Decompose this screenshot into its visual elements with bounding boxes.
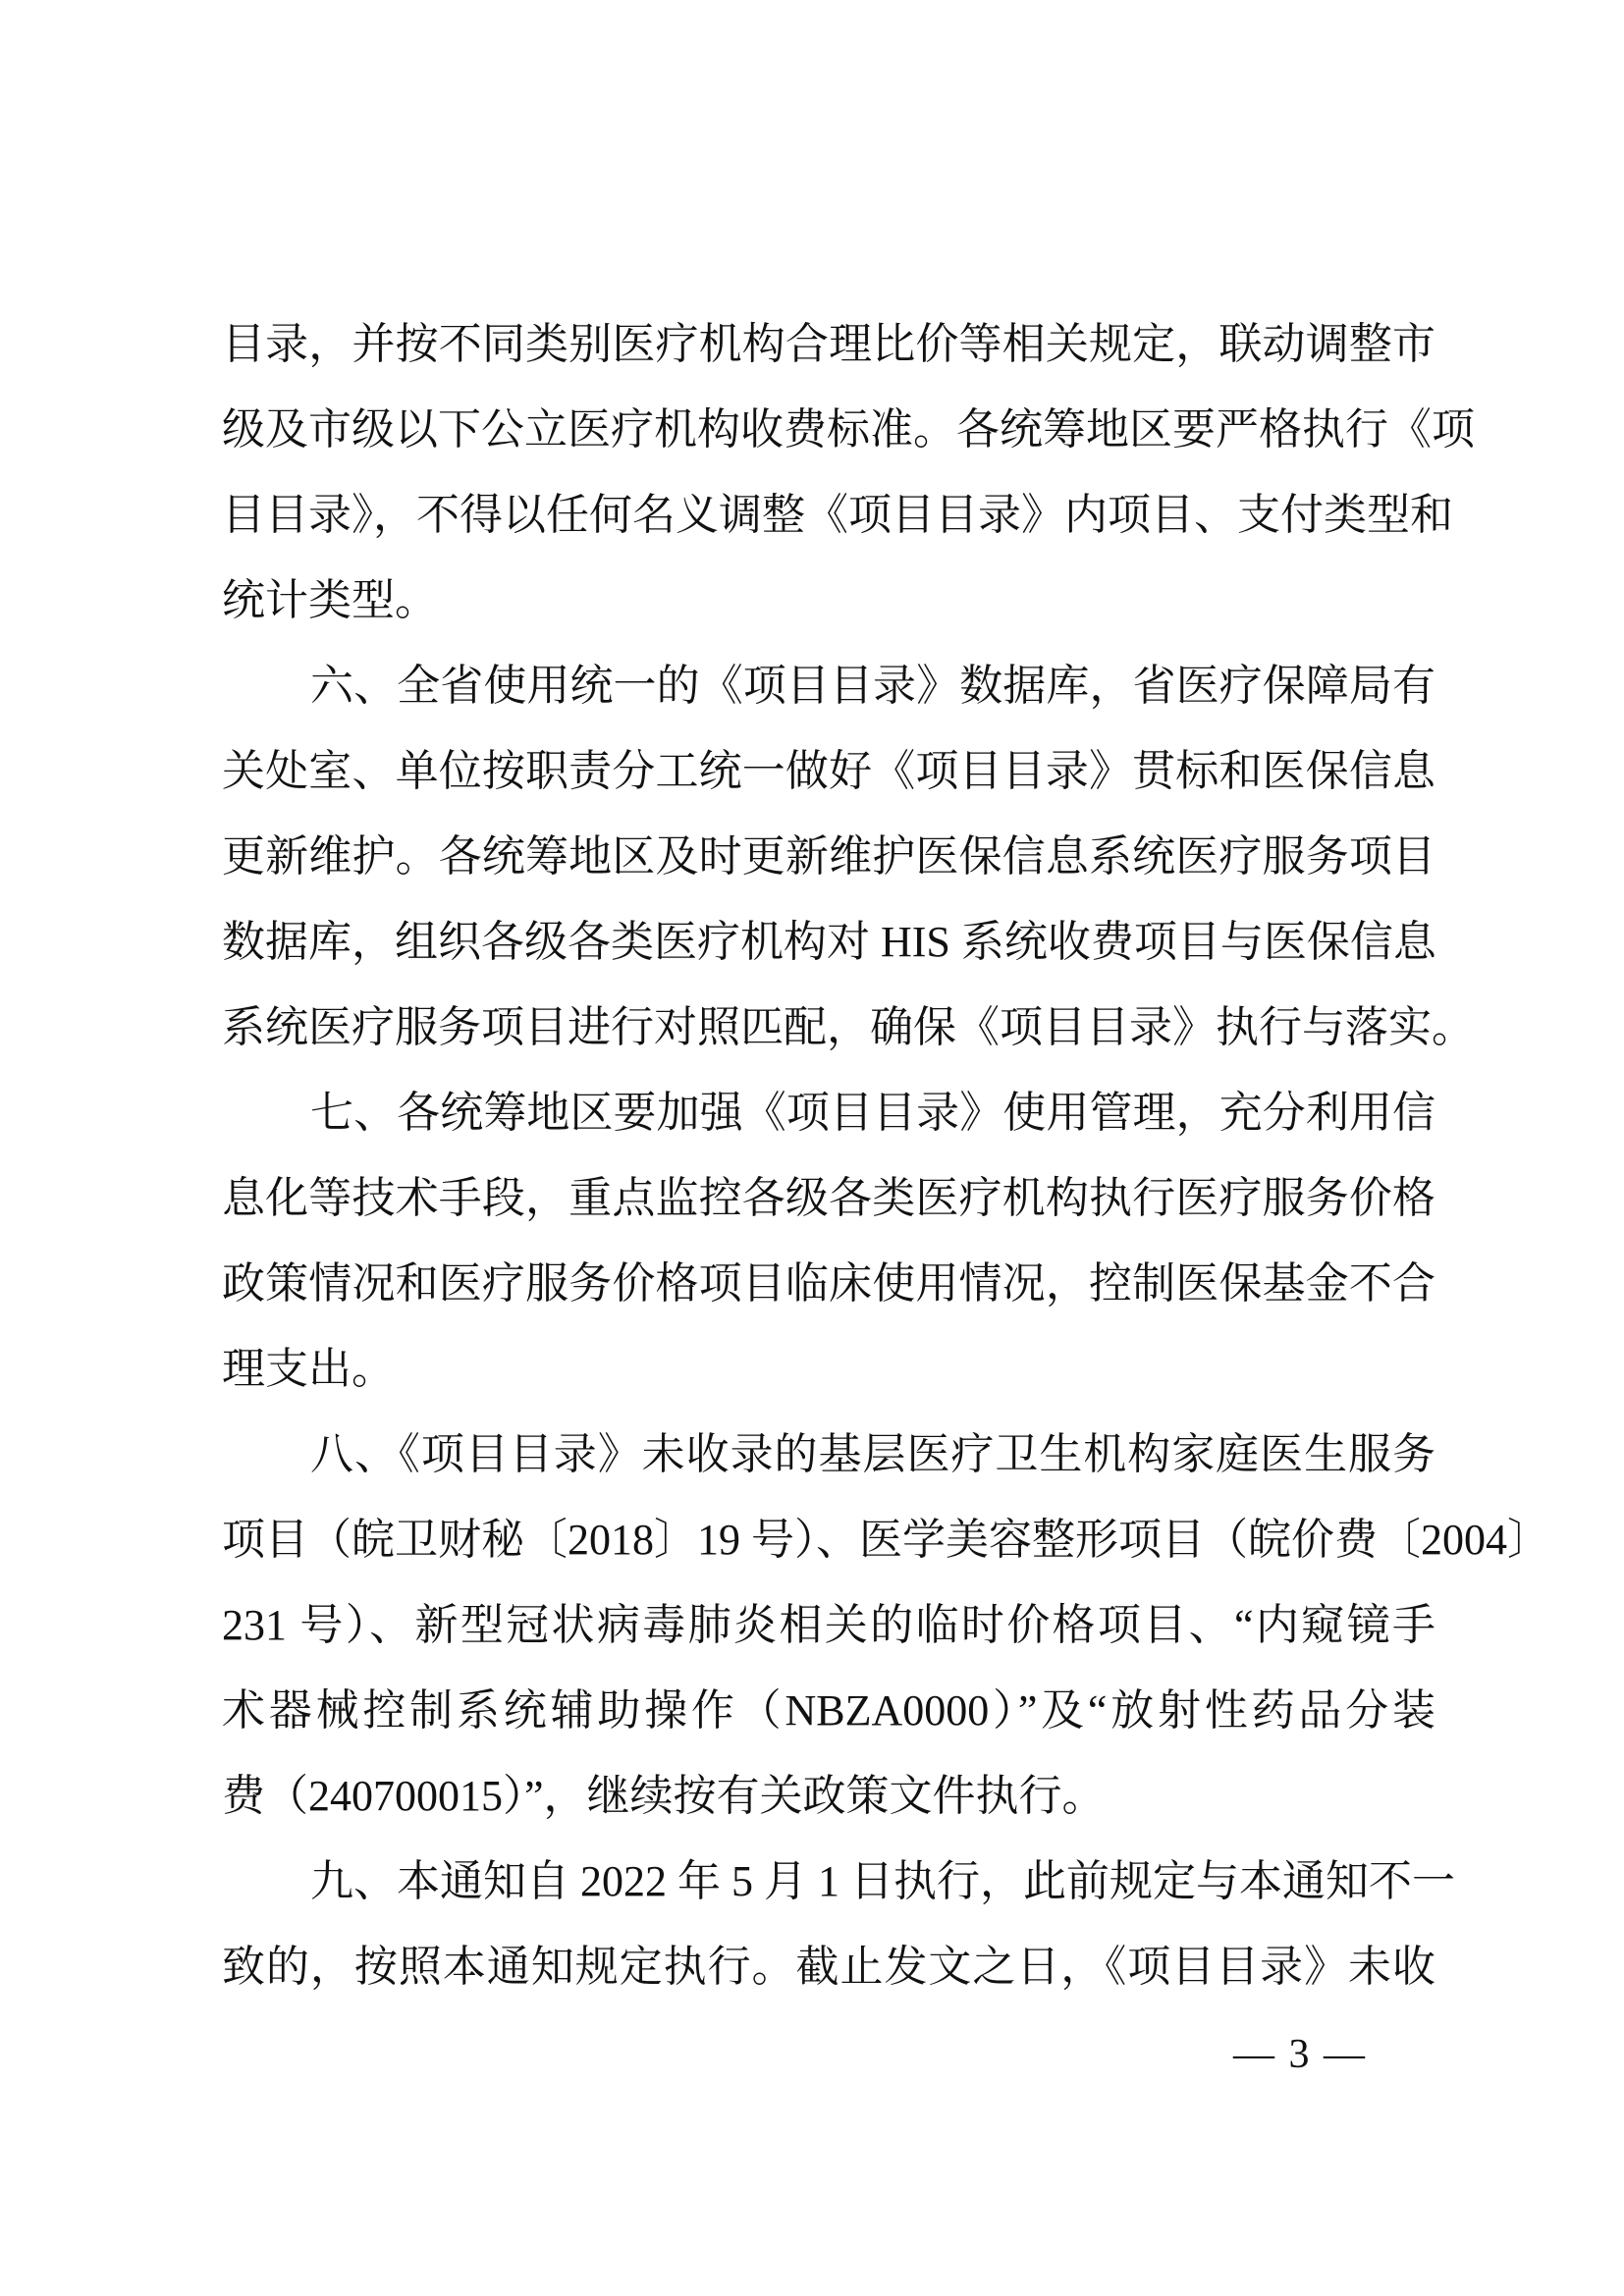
text-line: 统计类型。 bbox=[222, 576, 438, 624]
text-line: 目录，并按不同类别医疗机构合理比价等相关规定，联动调整市 bbox=[222, 320, 1435, 368]
document-body bbox=[222, 301, 1550, 2009]
text-line: 致的，按照本通知规定执行。截止发文之日，《项目目录》未收 bbox=[222, 1943, 1435, 1991]
text-line: 数据库，组织各级各类医疗机构对 HIS 系统收费项目与医保信息 bbox=[222, 918, 1436, 966]
text-line: 系统医疗服务项目进行对照匹配，确保《项目目录》执行与落实。 bbox=[222, 1003, 1475, 1051]
page-number: — 3 — bbox=[1233, 2032, 1367, 2077]
text-line: 息化等技术手段，重点监控各级各类医疗机构执行医疗服务价格 bbox=[222, 1174, 1435, 1222]
text-line-section-7: 七、各统筹地区要加强《项目目录》使用管理，充分利用信 bbox=[310, 1089, 1435, 1137]
text-line-section-6: 六、全省使用统一的《项目目录》数据库，省医疗保障局有 bbox=[310, 662, 1435, 710]
text-line: 理支出。 bbox=[222, 1345, 395, 1393]
text-line: 术器械控制系统辅助操作（NBZA0000）”及“放射性药品分装 bbox=[222, 1686, 1435, 1735]
text-line: 项目（皖卫财秘〔2018〕19 号）、医学美容整形项目（皖价费〔2004〕 bbox=[222, 1516, 1550, 1564]
text-line: 政策情况和医疗服务价格项目临床使用情况，控制医保基金不合 bbox=[222, 1259, 1435, 1308]
text-line-section-9: 九、本通知自 2022 年 5 月 1 日执行，此前规定与本通知不一 bbox=[310, 1857, 1455, 1905]
text-line: 级及市级以下公立医疗机构收费标准。各统筹地区要严格执行《项 bbox=[222, 405, 1475, 454]
text-line-section-8: 八、《项目目录》未收录的基层医疗卫生机构家庭医生服务 bbox=[310, 1430, 1435, 1478]
text-line: 费（240700015）”，继续按有关政策文件执行。 bbox=[222, 1772, 1106, 1820]
text-line: 更新维护。各统筹地区及时更新维护医保信息系统医疗服务项目 bbox=[222, 832, 1435, 881]
text-line: 231 号）、新型冠状病毒肺炎相关的临时价格项目、“内窥镜手 bbox=[222, 1601, 1435, 1649]
text-line: 目目录》，不得以任何名义调整《项目目录》内项目、支付类型和 bbox=[222, 491, 1453, 539]
text-line: 关处室、单位按职责分工统一做好《项目目录》贯标和医保信息 bbox=[222, 747, 1435, 795]
